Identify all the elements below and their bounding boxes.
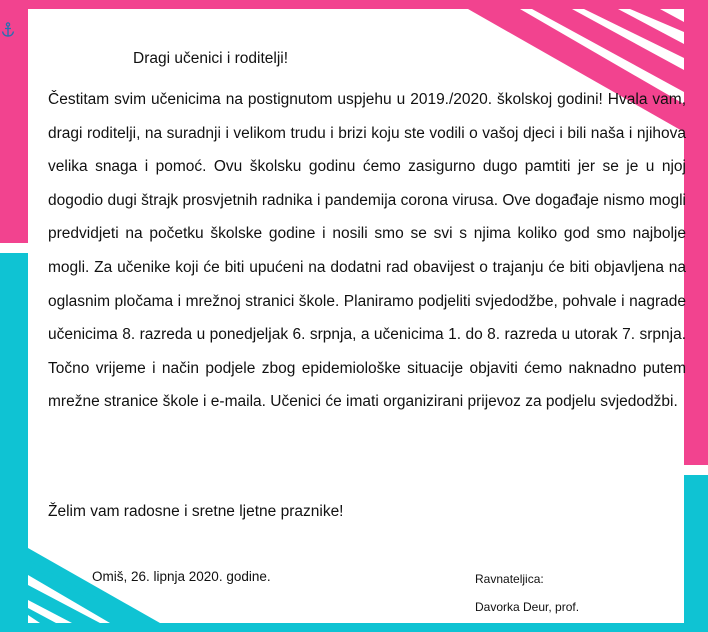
closing-line: Želim vam radosne i sretne ljetne praznike! [48, 503, 344, 520]
right-pink-band [684, 0, 708, 465]
right-cyan-band [684, 475, 708, 632]
place-date: Omiš, 26. lipnja 2020. godine. [92, 569, 271, 584]
letter [28, 0, 684, 632]
greeting: Dragi učenici i roditelji! [133, 50, 289, 67]
letter-paragraph: Čestitam svim učenicima na postignutom uspjehu u 2019./2020. školskoj godini! Hvala vam, dragi roditelji, na suradnji i velikom trudu i brizi koju ste vodili o vašoj djeci i bili naša i njihova velika snaga i pomoć. Ovu školsku godinu ćemo zasigurno dugo pamtiti jer se je u njoj dogodio dugi štrajk prosvjetnih radnika i pandemija corona virusa. Ove događaje nismo mogli predvidjeti na početku školske godine i nosili smo se svi s njima koliko god smo najbolje mogli. Za učenike koji će biti upućeni na dodatni rad obavijest o trajanju će biti objavljena na oglasnim pločama i mrežnoj stranici škole. Planiramo podjeliti svjedodžbe, pohvale i nagrade učenicima 8. razreda u ponedjeljak 6. srpnja, a učenicima 1. do 8. razreda u utorak 7. srpnja. Točno vrijeme i način podjele zbog epidemiološke situacije objaviti ćemo naknadno putem mrežne stranice škole i e-maila. Učenici će imati organizirani prijevoz za podjelu svjedodžbi. [48, 91, 686, 411]
signature-name: Davorka Deur, prof. [475, 600, 580, 614]
left-cyan-band [0, 253, 28, 632]
anchor-icon [1, 22, 15, 38]
signature-role: Ravnateljica: [475, 572, 544, 586]
letter-body [48, 83, 686, 419]
